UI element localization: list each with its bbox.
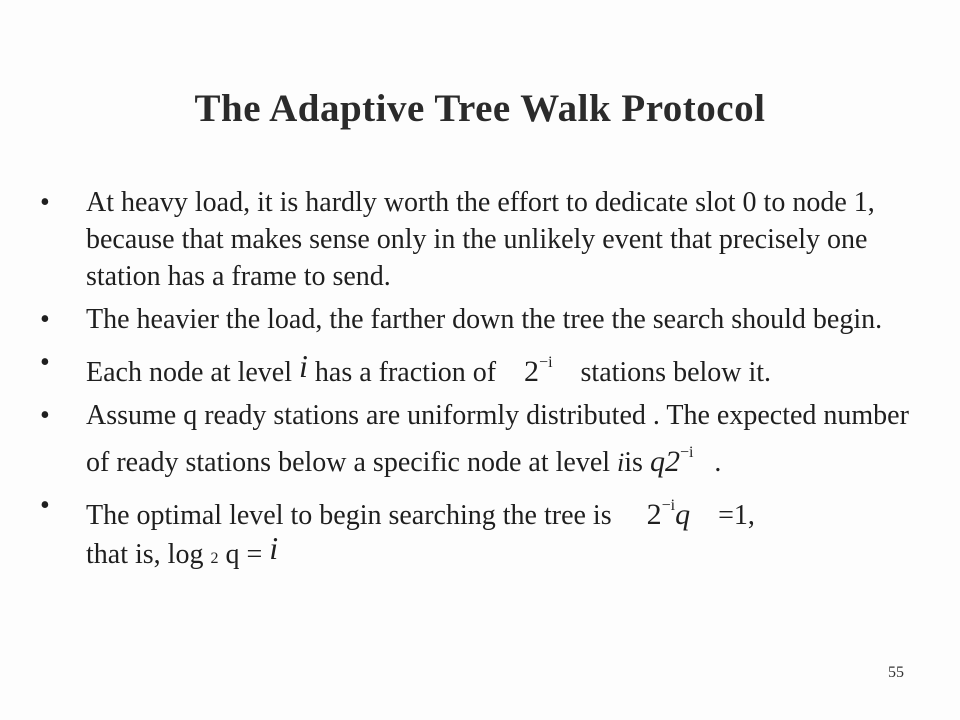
formula-exponent: −i — [661, 497, 676, 514]
bullet-text: At heavy load, it is hardly worth the effort to dedicate slot 0 to node 1, because that makes sense only in the unlikely event that precisely one station has a frame to send. — [86, 187, 875, 292]
bullet-item — [40, 184, 930, 295]
math-formula — [524, 344, 552, 390]
formula-base: q2 — [649, 445, 680, 478]
math-formula — [647, 487, 690, 533]
log-subscript: 2 — [210, 550, 219, 567]
formula-base: 2 — [646, 498, 662, 531]
bullet-text: The heavier the load, the farther down the tree the search should begin. — [86, 304, 883, 335]
bullet-dot: • — [40, 304, 50, 335]
bullet-text: The optimal level to begin searching the tree is — [86, 500, 612, 531]
bullet-dot: • — [40, 490, 50, 521]
bullet-text: that is, log — [86, 539, 204, 570]
math-variable-i: i — [617, 448, 625, 477]
formula-exponent: −i — [679, 444, 694, 461]
formula-q: q — [675, 498, 691, 531]
slide-title: The Adaptive Tree Walk Protocol — [194, 87, 766, 130]
bullet-text: is — [624, 447, 643, 478]
bullet-list — [40, 184, 930, 583]
bullet-text: Assume q ready stations are uniformly distributed . The expected number of ready stations below a specific node at level — [86, 400, 909, 478]
math-variable-i: i — [299, 348, 308, 384]
bullet-text: Each node at level — [86, 357, 293, 388]
math-variable-i: i — [269, 530, 279, 566]
bullet-text: =1, — [718, 500, 755, 531]
math-formula — [650, 434, 693, 480]
bullet-text: has a fraction of — [314, 357, 497, 388]
bullet-item — [40, 301, 930, 338]
bullet-item — [40, 487, 930, 577]
formula-base: 2 — [524, 355, 540, 388]
bullet-dot: • — [40, 347, 50, 378]
formula-exponent: −i — [539, 354, 553, 371]
bullet-text: q = — [225, 539, 263, 570]
bullet-item — [40, 344, 930, 391]
bullet-item — [40, 397, 930, 481]
bullet-dot: • — [40, 187, 50, 218]
bullet-text: stations below it. — [580, 357, 772, 388]
bullet-text: . — [714, 447, 722, 478]
page-number: 55 — [888, 664, 904, 681]
bullet-dot: • — [40, 400, 50, 431]
